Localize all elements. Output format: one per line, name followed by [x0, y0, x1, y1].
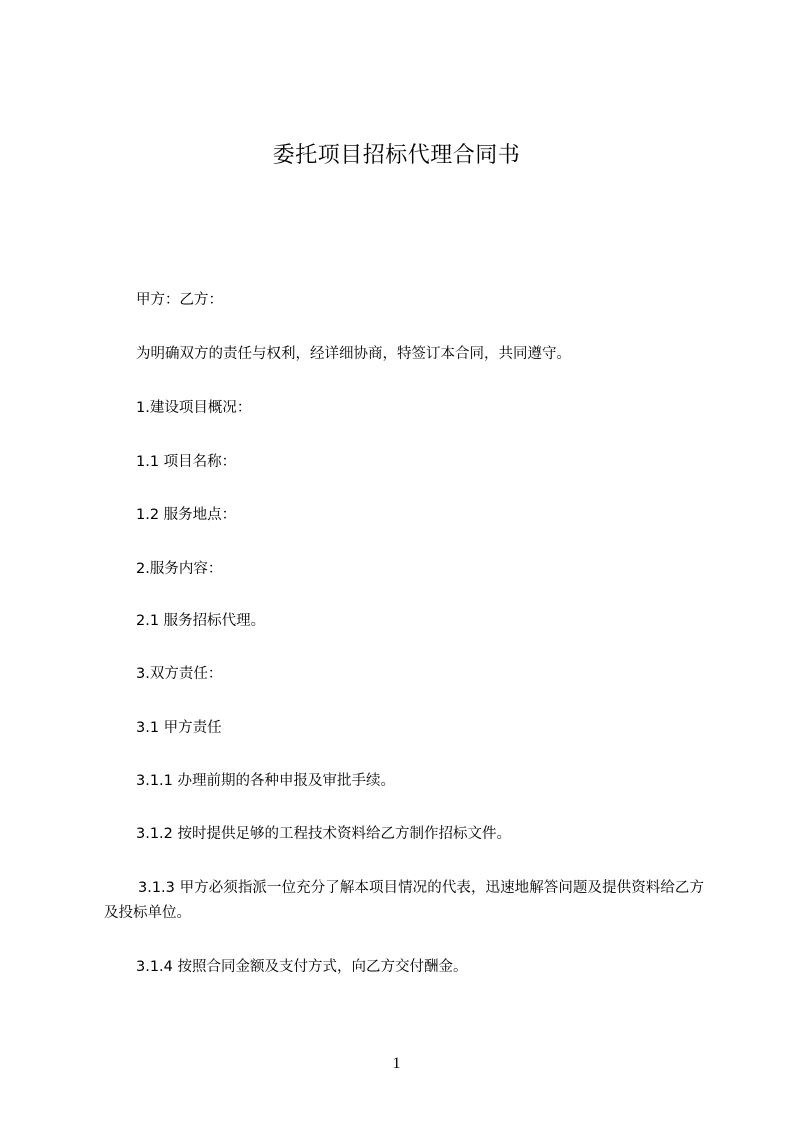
page-number: 1: [392, 1055, 401, 1072]
clause-3-1-1: 3.1.1 办理前期的各种申报及审批手续。: [136, 773, 396, 789]
section-heading-1: 1.建设项目概况：: [136, 400, 252, 416]
clause-3-1-4: 3.1.4 按照合同金额及支付方式，向乙方交付酬金。: [136, 959, 468, 975]
clause-3-1-3: 3.1.3 甲方必须指派一位充分了解本项目情况的代表，迅速地解答问题及提供资料给乙方及投标单位。: [104, 880, 704, 921]
document-title: 委托项目招标代理合同书: [272, 143, 521, 168]
section-heading-2: 2.服务内容：: [136, 561, 223, 577]
clause-2-1: 2.1 服务招标代理。: [136, 613, 266, 629]
clause-3-1: 3.1 甲方责任: [136, 720, 222, 736]
section-heading-3: 3.双方责任：: [136, 666, 223, 682]
party-line: 甲方：乙方：: [136, 292, 223, 308]
clause-1-1: 1.1 项目名称：: [136, 454, 237, 470]
clause-1-2: 1.2 服务地点：: [136, 507, 237, 523]
preamble-paragraph: 为明确双方的责任与权利，经详细协商，特签订本合同，共同遵守。: [136, 346, 571, 362]
clause-3-1-2: 3.1.2 按时提供足够的工程技术资料给乙方制作招标文件。: [136, 826, 512, 842]
